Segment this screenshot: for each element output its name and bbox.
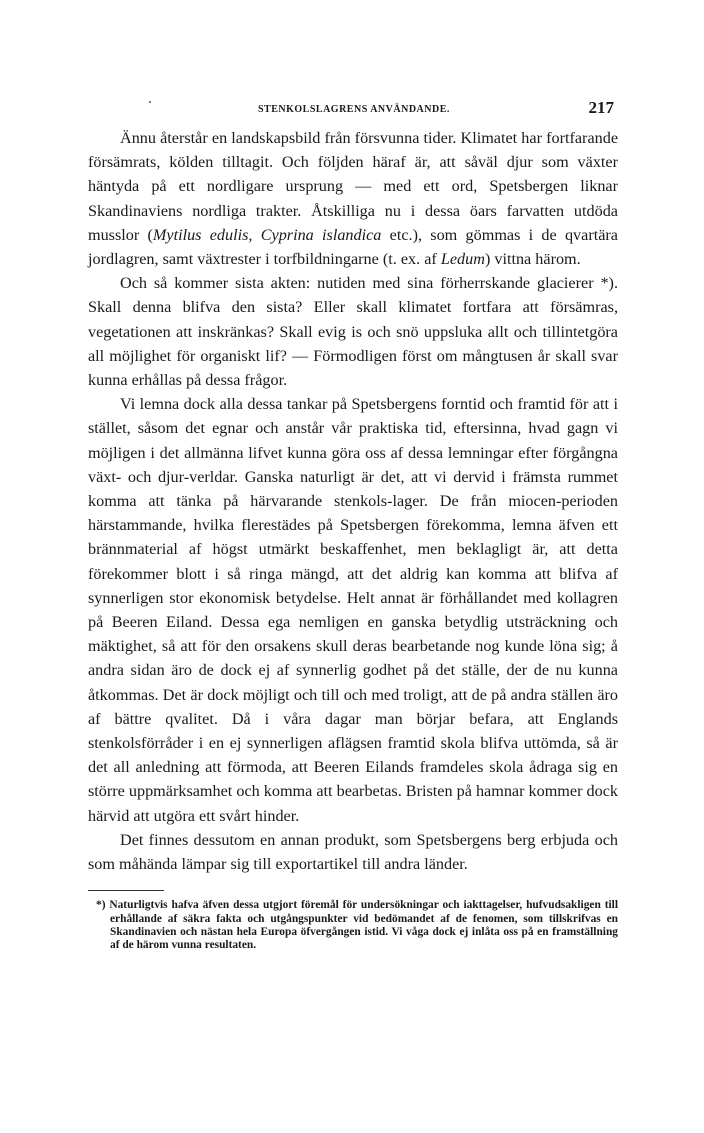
paragraph-1 xyxy=(88,126,618,271)
genus-name: Ledum xyxy=(440,250,485,269)
text-segment: etc.), som gömmas i de qvartära jordlagren, samt växtrester i torfbildningarne (t. ex. af xyxy=(88,225,618,269)
body-text xyxy=(88,126,618,876)
footnote: *) Naturligtvis hafva äfven dessa utgjort föremål för undersökningar och iakttagelser, hufvudsakligen till erhållande af säkra fakta och utgångspunkter vid bedömandet af de fenomen, som tillskrifvas en Skandinavien och nästan hela Europa öfvergången istid. Vi våga dock ej inlåta oss på en framställning af de härom vunna resultaten. xyxy=(96,899,618,951)
paragraph-3 xyxy=(88,392,618,828)
running-head: STENKOLSLAGRENS ANVÄNDANDE. xyxy=(258,104,450,115)
text-segment: Ännu återstår en landskapsbild från försvunna tider. Klimatet har fortfarande försämrats, kölden tilltagit. Och följden häraf är, att såväl djur som växter häntyda på ett nordligare ursprung — med ett ord, Spetsbergen liknar Skandinaviens nordliga trakter. Åtskilliga nu i dessa öars farvatten utdöda musslor ( xyxy=(88,129,618,244)
paragraph-2 xyxy=(88,271,618,392)
page-header xyxy=(88,90,618,120)
book-page xyxy=(88,90,618,952)
text-segment: ) vittna härom. xyxy=(484,250,581,269)
paragraph-4 xyxy=(88,828,618,876)
text-segment: Vi lemna dock alla dessa tankar på Spetsbergens forntid och framtid för att i stället, såsom det egnar och anstår vår praktiska tid, eftersinna, hvad gagn vi möjligen i det allmänna lifvet kunna göra oss af dessa lemningar efter förgångna växt- och djur-verldar. Ganska naturligt är det, att vi dervid i främsta rummet komma att tänka på härvarande stenkols-lager. De från miocen-perioden härstammande, hvilka flerestädes på Spetsbergen förekomma, lemna äfven ett brännmaterial af högst utmärkt beskaffenhet, men beklagligt är, att detta förekommer blott i så ringa mängd, att det aldrig kan komma att blifva af synnerligen stor ekonomisk betydelse. Helt annat är förhållandet med kollagren på Beeren Eiland. Dessa ega nemligen en ganska betydlig utsträckning och mäktighet, så att för den orsakens skull deras bearbetande nog kunde löna sig; å andra sidan äro de dock ej af synnerlig godhet på det ställe, der de nu kunna åtkommas. Det är dock möjligt och till och med troligt, att de på andra ställen äro af bättre qvalitet. Då i våra dagar man börjar befara, att Englands stenkolsförråder i en ej synnerligen aflägsen framtid skola blifva uttömda, så är det all anledning att förmoda, att Beeren Eilands framdeles skola ådraga sig en större uppmärksamhet och komma att bearbetas. Bristen på hamnar kommer dock härvid att utgöra ett svårt hinder. xyxy=(88,395,618,825)
species-names: Mytilus edulis, Cyprina islandica xyxy=(152,225,382,244)
page-number: 217 xyxy=(588,98,614,117)
text-segment: Det finnes dessutom en annan produkt, som Spetsbergens berg erbjuda och som måhända lämpar sig till exportartikel till andra länder. xyxy=(88,830,618,874)
footnote-rule xyxy=(88,890,164,891)
text-segment: Och så kommer sista akten: nutiden med sina förherrskande glacierer *). Skall denna blifva den sista? Eller skall klimatet fortfara att försämras, vegetationen att inskränkas? Skall evig is och snö uppsluka allt och tillintetgöra all möjlighet för organiskt lif? — Förmodligen först om mångtusen år skall svar kunna erhållas på dessa frågor. xyxy=(88,274,618,390)
